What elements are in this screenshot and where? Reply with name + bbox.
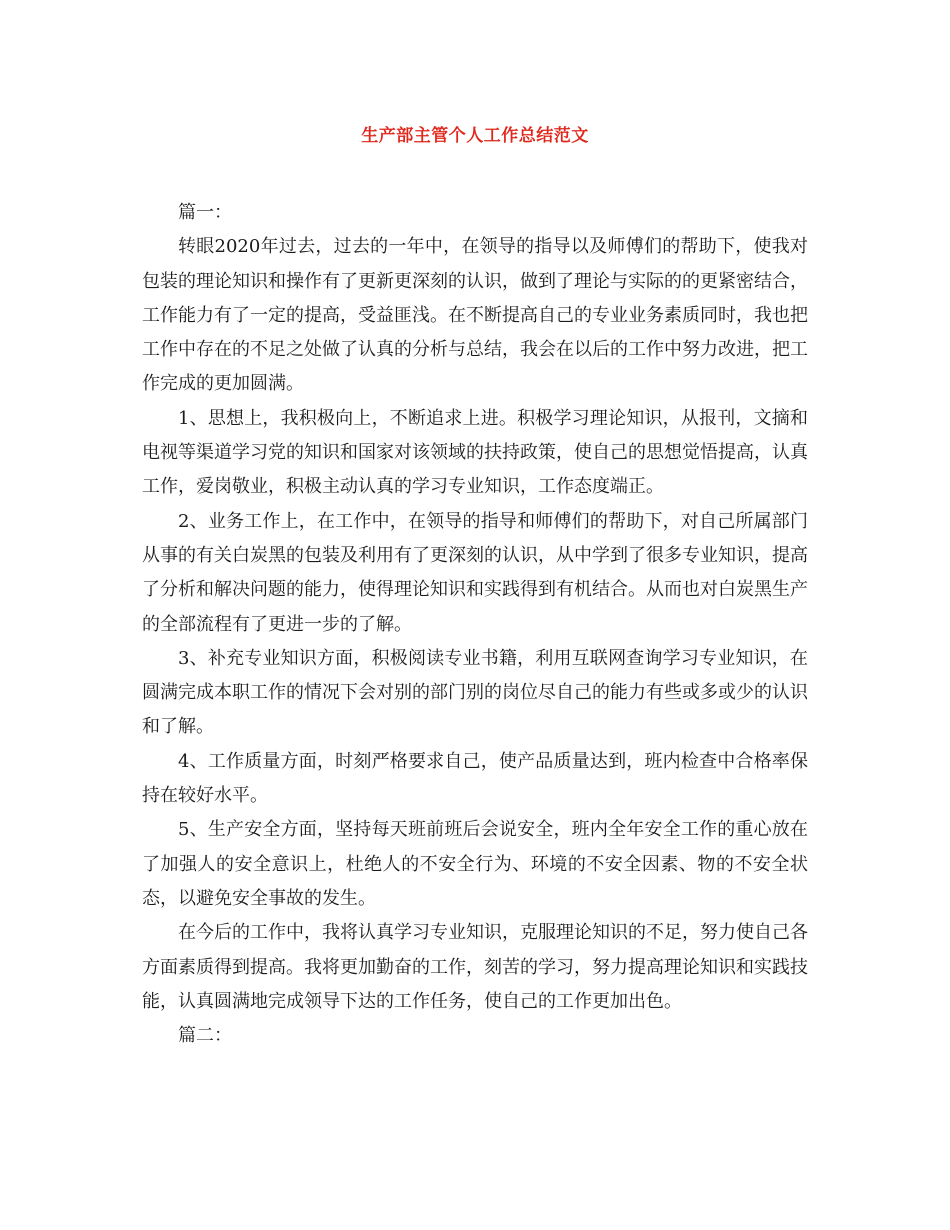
section-heading-one: 篇一： bbox=[178, 202, 232, 223]
section-heading-two: 篇二： bbox=[178, 1025, 232, 1047]
paragraph-conclusion: 在今后的工作中，我将认真学习专业知识，克服理论知识的不足，努力使自己各方面素质得到提高。我将更加勤奋的工作，刻苦的学习，努力提高理论知识和实践技能，认真圆满地完成领导下达的工作任务，使自己的工作更加出色。 bbox=[142, 922, 808, 1012]
paragraph-item-2: 2、业务工作上，在工作中，在领导的指导和师傅们的帮助下，对自己所属部门从事的有关白炭黑的包装及利用有了更深刻的认识，从中学到了很多专业知识，提高了分析和解决问题的能力，使得理论知识和实践得到有机结合。从而也对白炭黑生产的全部流程有了更进一步的了解。 bbox=[142, 510, 808, 635]
paragraph-intro: 转眼2020年过去，过去的一年中，在领导的指导以及师傅们的帮助下，使我对包装的理论知识和操作有了更新更深刻的认识，做到了理论与实际的的更紧密结合，工作能力有了一定的提高，受益匪浅。在不断提高自己的专业业务素质同时，我也把工作中存在的不足之处做了认真的分析与总结，我会在以后的工作中努力改进，把工作完成的更加圆满。 bbox=[142, 236, 808, 395]
document-title: 生产部主管个人工作总结范文 bbox=[361, 126, 589, 146]
paragraph-item-3: 3、补充专业知识方面，积极阅读专业书籍，利用互联网查询学习专业知识，在圆满完成本职工作的情况下会对别的部门别的岗位尽自己的能力有些或多或少的认识和了解。 bbox=[142, 647, 808, 738]
document-body bbox=[142, 196, 808, 1053]
paragraph-item-1: 1、思想上，我积极向上，不断追求上进。积极学习理论知识，从报刊，文摘和电视等渠道学习党的知识和国家对该领域的扶持政策，使自己的思想觉悟提高，认真工作，爱岗敬业，积极主动认真的学习专业知识，工作态度端正。 bbox=[142, 407, 808, 498]
paragraph-item-4: 4、工作质量方面，时刻严格要求自己，使产品质量达到，班内检查中合格率保持在较好水平。 bbox=[142, 750, 808, 807]
paragraph-item-5: 5、生产安全方面，坚持每天班前班后会说安全，班内全年安全工作的重心放在了加强人的安全意识上，杜绝人的不安全行为、环境的不安全因素、物的不安全状态，以避免安全事故的发生。 bbox=[142, 819, 808, 909]
